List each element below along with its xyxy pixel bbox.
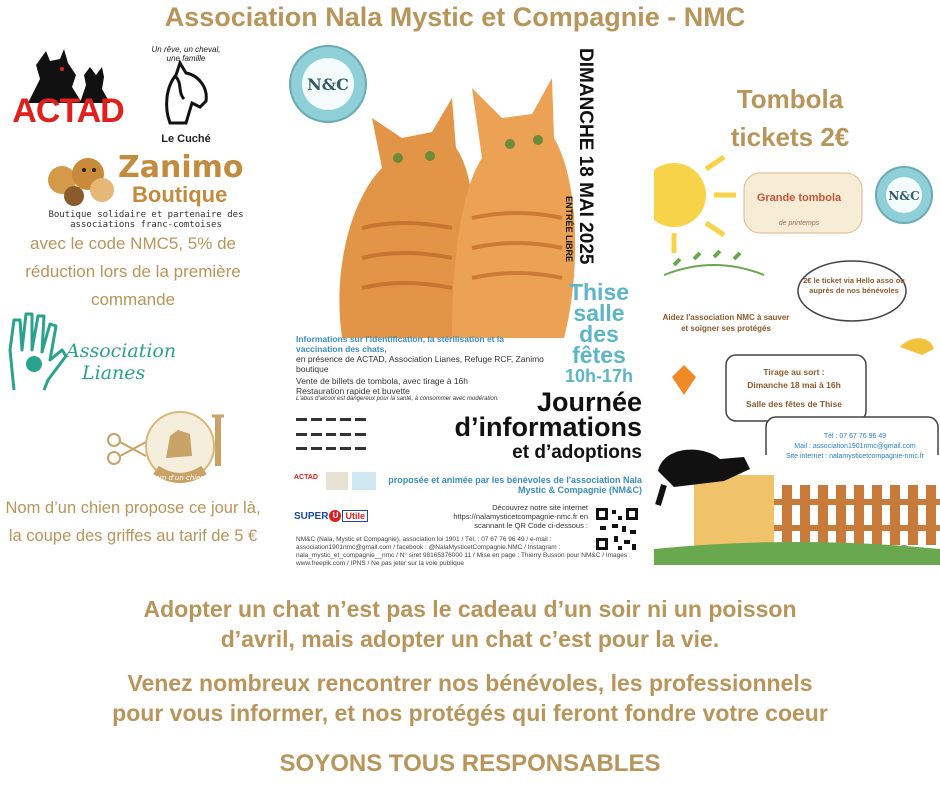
super-u-word: SUPER bbox=[294, 510, 329, 522]
bottom-slogan: SOYONS TOUS RESPONSABLES bbox=[279, 750, 661, 777]
poster-headline-1: Journée bbox=[536, 387, 642, 417]
lianes-wordmark bbox=[66, 340, 176, 384]
le-cuche-logo bbox=[146, 45, 226, 145]
hand-pets-icon bbox=[4, 310, 74, 394]
tombola-line-2: tickets 2€ bbox=[730, 122, 850, 152]
chien-label: Nom d'un chien ! bbox=[149, 474, 211, 482]
butterfly-icon bbox=[672, 365, 696, 395]
printemps-label: de printemps bbox=[778, 220, 820, 227]
cuche-tagline: Un rêve, un cheval, une famille bbox=[151, 45, 221, 63]
tirage-line-3: Salle des fêtes de Thise bbox=[746, 399, 842, 409]
poster-decoration-dots bbox=[296, 418, 366, 458]
lianes-line-2: Lianes bbox=[82, 362, 146, 384]
page-title: Association Nala Mystic et Compagnie - NMC bbox=[164, 2, 746, 32]
poster-venue-word-2: des bbox=[579, 321, 619, 347]
tombola-flyer-illustration bbox=[654, 155, 940, 565]
grande-tombola-label: Grande tombola bbox=[756, 192, 842, 204]
nmc-badge-icon bbox=[288, 44, 368, 124]
poster-venue-town: Thise bbox=[568, 279, 630, 305]
contact-site: Site internet : nalamysticetcompagnie-nmc.fr bbox=[785, 453, 925, 460]
ticket-price-bubble: 2€ le ticket via Hello asso ou auprès de nos bénévoles bbox=[803, 276, 905, 295]
bottom-line-2: d’avril, mais adopter un chat c’est pour la vie. bbox=[220, 626, 720, 652]
bottom-message-1 bbox=[0, 594, 940, 654]
poster-headline-3: et d’adoptions bbox=[512, 442, 642, 463]
bird-icon bbox=[900, 338, 934, 355]
super-u-logo bbox=[294, 510, 368, 522]
super-u-utile: Utile bbox=[342, 510, 368, 522]
zanimo-wordmark: Zanimo bbox=[118, 150, 244, 185]
grooming-offer-text: Nom d’un chien propose ce jour là, la coupe des griffes au tarif de 5 € bbox=[5, 499, 261, 545]
horse-head-icon bbox=[156, 57, 216, 127]
zanimo-boutique-word: Boutique bbox=[132, 182, 228, 207]
poster-logo-partner-2 bbox=[352, 472, 376, 490]
aidez-text: Aidez l'association NMC à sauver et soigner ses protégés bbox=[662, 313, 790, 333]
poster-info-sale: Vente de billets de tombola, avec tirage à 16h bbox=[296, 376, 469, 386]
poster-entree-libre: ENTRÉE LIBRE bbox=[564, 196, 574, 263]
poster-info-highlight: Informations sur l'identification, la stérilisation et la vaccination des chats, bbox=[296, 334, 504, 354]
tombola-line-1: Tombola bbox=[736, 84, 844, 114]
poster-venue bbox=[554, 279, 644, 368]
contact-box bbox=[772, 432, 938, 462]
poster-info-food: Restauration rapide et buvette bbox=[296, 386, 410, 396]
poster-headline-2: d’informations bbox=[454, 412, 642, 442]
zanimo-subtitle: Boutique solidaire et partenaire des associations franc-comtoises bbox=[48, 210, 244, 230]
nom-dun-chien-logo bbox=[100, 396, 250, 496]
poster-footer: NM&C (Nala, Mystic et Compagnie), association loi 1901 / Tél. : 07 67 76 96 49 / e-mail : association1901nmc@gmail.com / facebook : @NalaMysticetCompagnie.NMC / Instagram : nala_mystic_et_compagnie__nmc / N° siret 98165376000 11 / Mise en page : Thierry Busson pour NM&C / Images : www.freepik.com / IPNS / Ne pas jeter sur la voie publique bbox=[296, 536, 631, 567]
tirage-line-1: Tirage au sort : bbox=[763, 367, 825, 377]
poster-badge-text: N&C bbox=[307, 75, 349, 94]
lianes-line-1: Association bbox=[66, 340, 177, 362]
poster-hours: 10h-17h bbox=[564, 366, 634, 386]
tirage-line-2: Dimanche 18 mai à 16h bbox=[747, 380, 841, 390]
poster-organized-by: proposée et animée par les bénévoles de l'association Nala Mystic & Compagnie (NM&C) bbox=[388, 475, 642, 495]
poster-nmc-badge bbox=[288, 44, 368, 124]
bottom-line-1: Adopter un chat n’est pas le cadeau d’un soir ni un poisson bbox=[143, 596, 797, 622]
association-lianes-logo bbox=[4, 310, 184, 394]
promo-code-text: avec le code NMC5, 5% de réduction lors de la première commande bbox=[25, 234, 241, 309]
tirage-box bbox=[724, 366, 864, 411]
bottom-message-2 bbox=[0, 668, 940, 728]
poster-logo-actad: ACTAD bbox=[294, 474, 318, 481]
poster-date: DIMANCHE 18 MAI 2025 bbox=[575, 48, 596, 265]
poster-info-alcohol: L'abus d'alcool est dangereux pour la santé, à consommer avec modération. bbox=[296, 396, 499, 402]
tombola-heading bbox=[690, 80, 890, 156]
grooming-scissors-icon bbox=[100, 396, 250, 496]
poster-partner-logos bbox=[294, 470, 380, 532]
poster-venue-word-1: salle bbox=[573, 300, 625, 326]
poster-website: Découvrez notre site internet https://nalamysticetcompagnie-nmc.fr en scannant le QR Code ci-dessous : bbox=[453, 503, 588, 530]
super-u-letter: U bbox=[329, 510, 341, 522]
bottom-line-4: pour vous informer, et nos protégés qui feront fondre votre coeur bbox=[112, 700, 828, 726]
poster-info-presence: en présence de ACTAD, Association Lianes, Refuge RCF, Zanimo boutique bbox=[296, 354, 544, 374]
right-badge-text: N&C bbox=[888, 189, 920, 203]
sun-icon bbox=[654, 163, 706, 227]
bottom-line-3: Venez nombreux rencontrer nos bénévoles, les professionnels bbox=[127, 670, 813, 696]
pets-group-icon bbox=[44, 152, 116, 208]
contact-mail: Mail : association1901nmc@gmail.com bbox=[794, 443, 916, 450]
poster-logo-partner bbox=[326, 472, 348, 490]
tombola-flyer bbox=[654, 155, 940, 565]
poster-headline bbox=[380, 387, 642, 465]
zanimo-boutique-logo bbox=[42, 150, 242, 232]
cuche-name: Le Cuché bbox=[161, 133, 211, 145]
actad-wordmark: ACTAD bbox=[12, 92, 124, 130]
actad-logo bbox=[6, 45, 130, 131]
contact-tel: Tél : 07 67 76 96 49 bbox=[823, 433, 887, 440]
poster-venue-word-3: fêtes bbox=[572, 342, 626, 368]
